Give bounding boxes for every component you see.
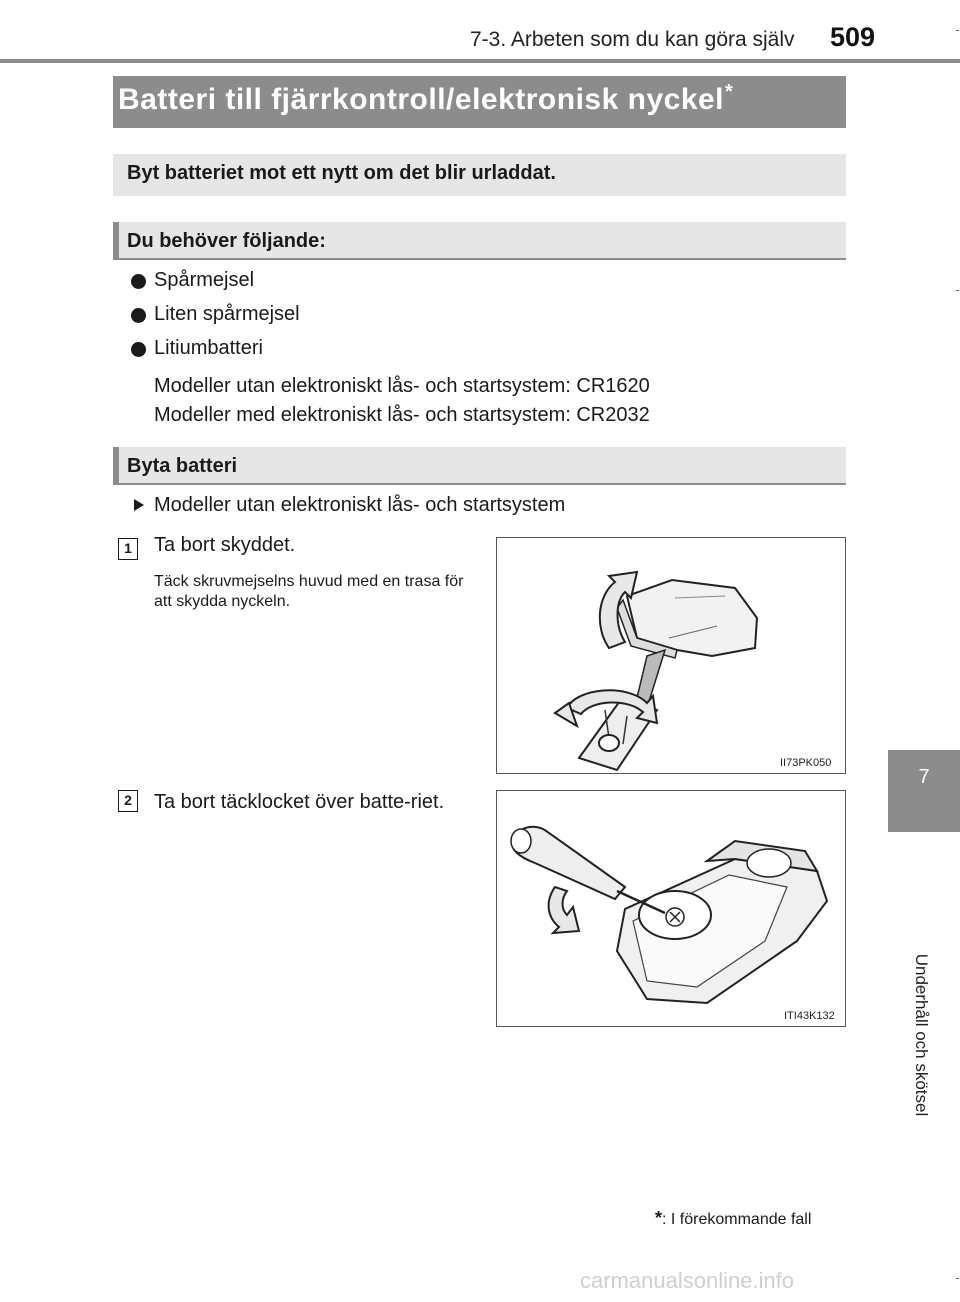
section-title: 7-3. Arbeten som du kan göra själv (470, 28, 795, 51)
chapter-label: Underhåll och skötsel (912, 953, 931, 1117)
footnote-star: * (655, 1208, 663, 1228)
step-number: 2 (118, 790, 138, 812)
page-heading-text: Batteri till fjärrkontroll/elektronisk nyckel (118, 83, 725, 116)
title-star: * (725, 81, 734, 103)
figure-remove-cover (496, 537, 846, 774)
crop-mark (956, 30, 959, 31)
battery-note: Modeller med elektroniskt lås- och startsystem: CR2032 (154, 404, 650, 426)
key-battery-illustration (497, 791, 845, 1026)
step-text: Ta bort skyddet. (154, 534, 296, 556)
figure-code: II73PK050 (780, 757, 832, 769)
figure-code: ITI43K132 (784, 1010, 835, 1022)
bullet-icon (131, 274, 146, 289)
model-label: Modeller utan elektroniskt lås- och startsystem (154, 494, 566, 516)
triangle-marker-icon (133, 498, 145, 512)
crop-mark (956, 1278, 959, 1279)
watermark: carmanualsonline.info (580, 1268, 795, 1293)
step-text: Ta bort täcklocket över batte-riet. (154, 791, 445, 813)
crop-mark (956, 290, 959, 291)
needed-item: Spårmejsel (154, 269, 255, 291)
page-number: 509 (830, 22, 876, 52)
needed-item: Litiumbatteri (154, 337, 263, 359)
page-heading (118, 83, 733, 117)
footnote-text: : I förekommande fall (662, 1211, 812, 1228)
figure-remove-battery-cover (496, 790, 846, 1027)
step-note: Täck skruvmejselns huvud med en trasa för att skydda nyckeln. (154, 573, 464, 610)
footnote (655, 1208, 811, 1229)
step-number: 1 (118, 538, 138, 560)
chapter-tab (888, 750, 960, 832)
bullet-icon (131, 308, 146, 323)
header-rule (0, 59, 960, 63)
battery-note: Modeller utan elektroniskt lås- och startsystem: CR1620 (154, 375, 650, 397)
needed-item: Liten spårmejsel (154, 303, 300, 325)
chapter-number: 7 (918, 766, 930, 788)
key-screwdriver-illustration (497, 538, 845, 773)
intro-text: Byt batteriet mot ett nytt om det blir urladdat. (127, 162, 556, 184)
replace-heading: Byta batteri (127, 455, 238, 477)
needed-heading: Du behöver följande: (127, 230, 326, 252)
bullet-icon (131, 342, 146, 357)
